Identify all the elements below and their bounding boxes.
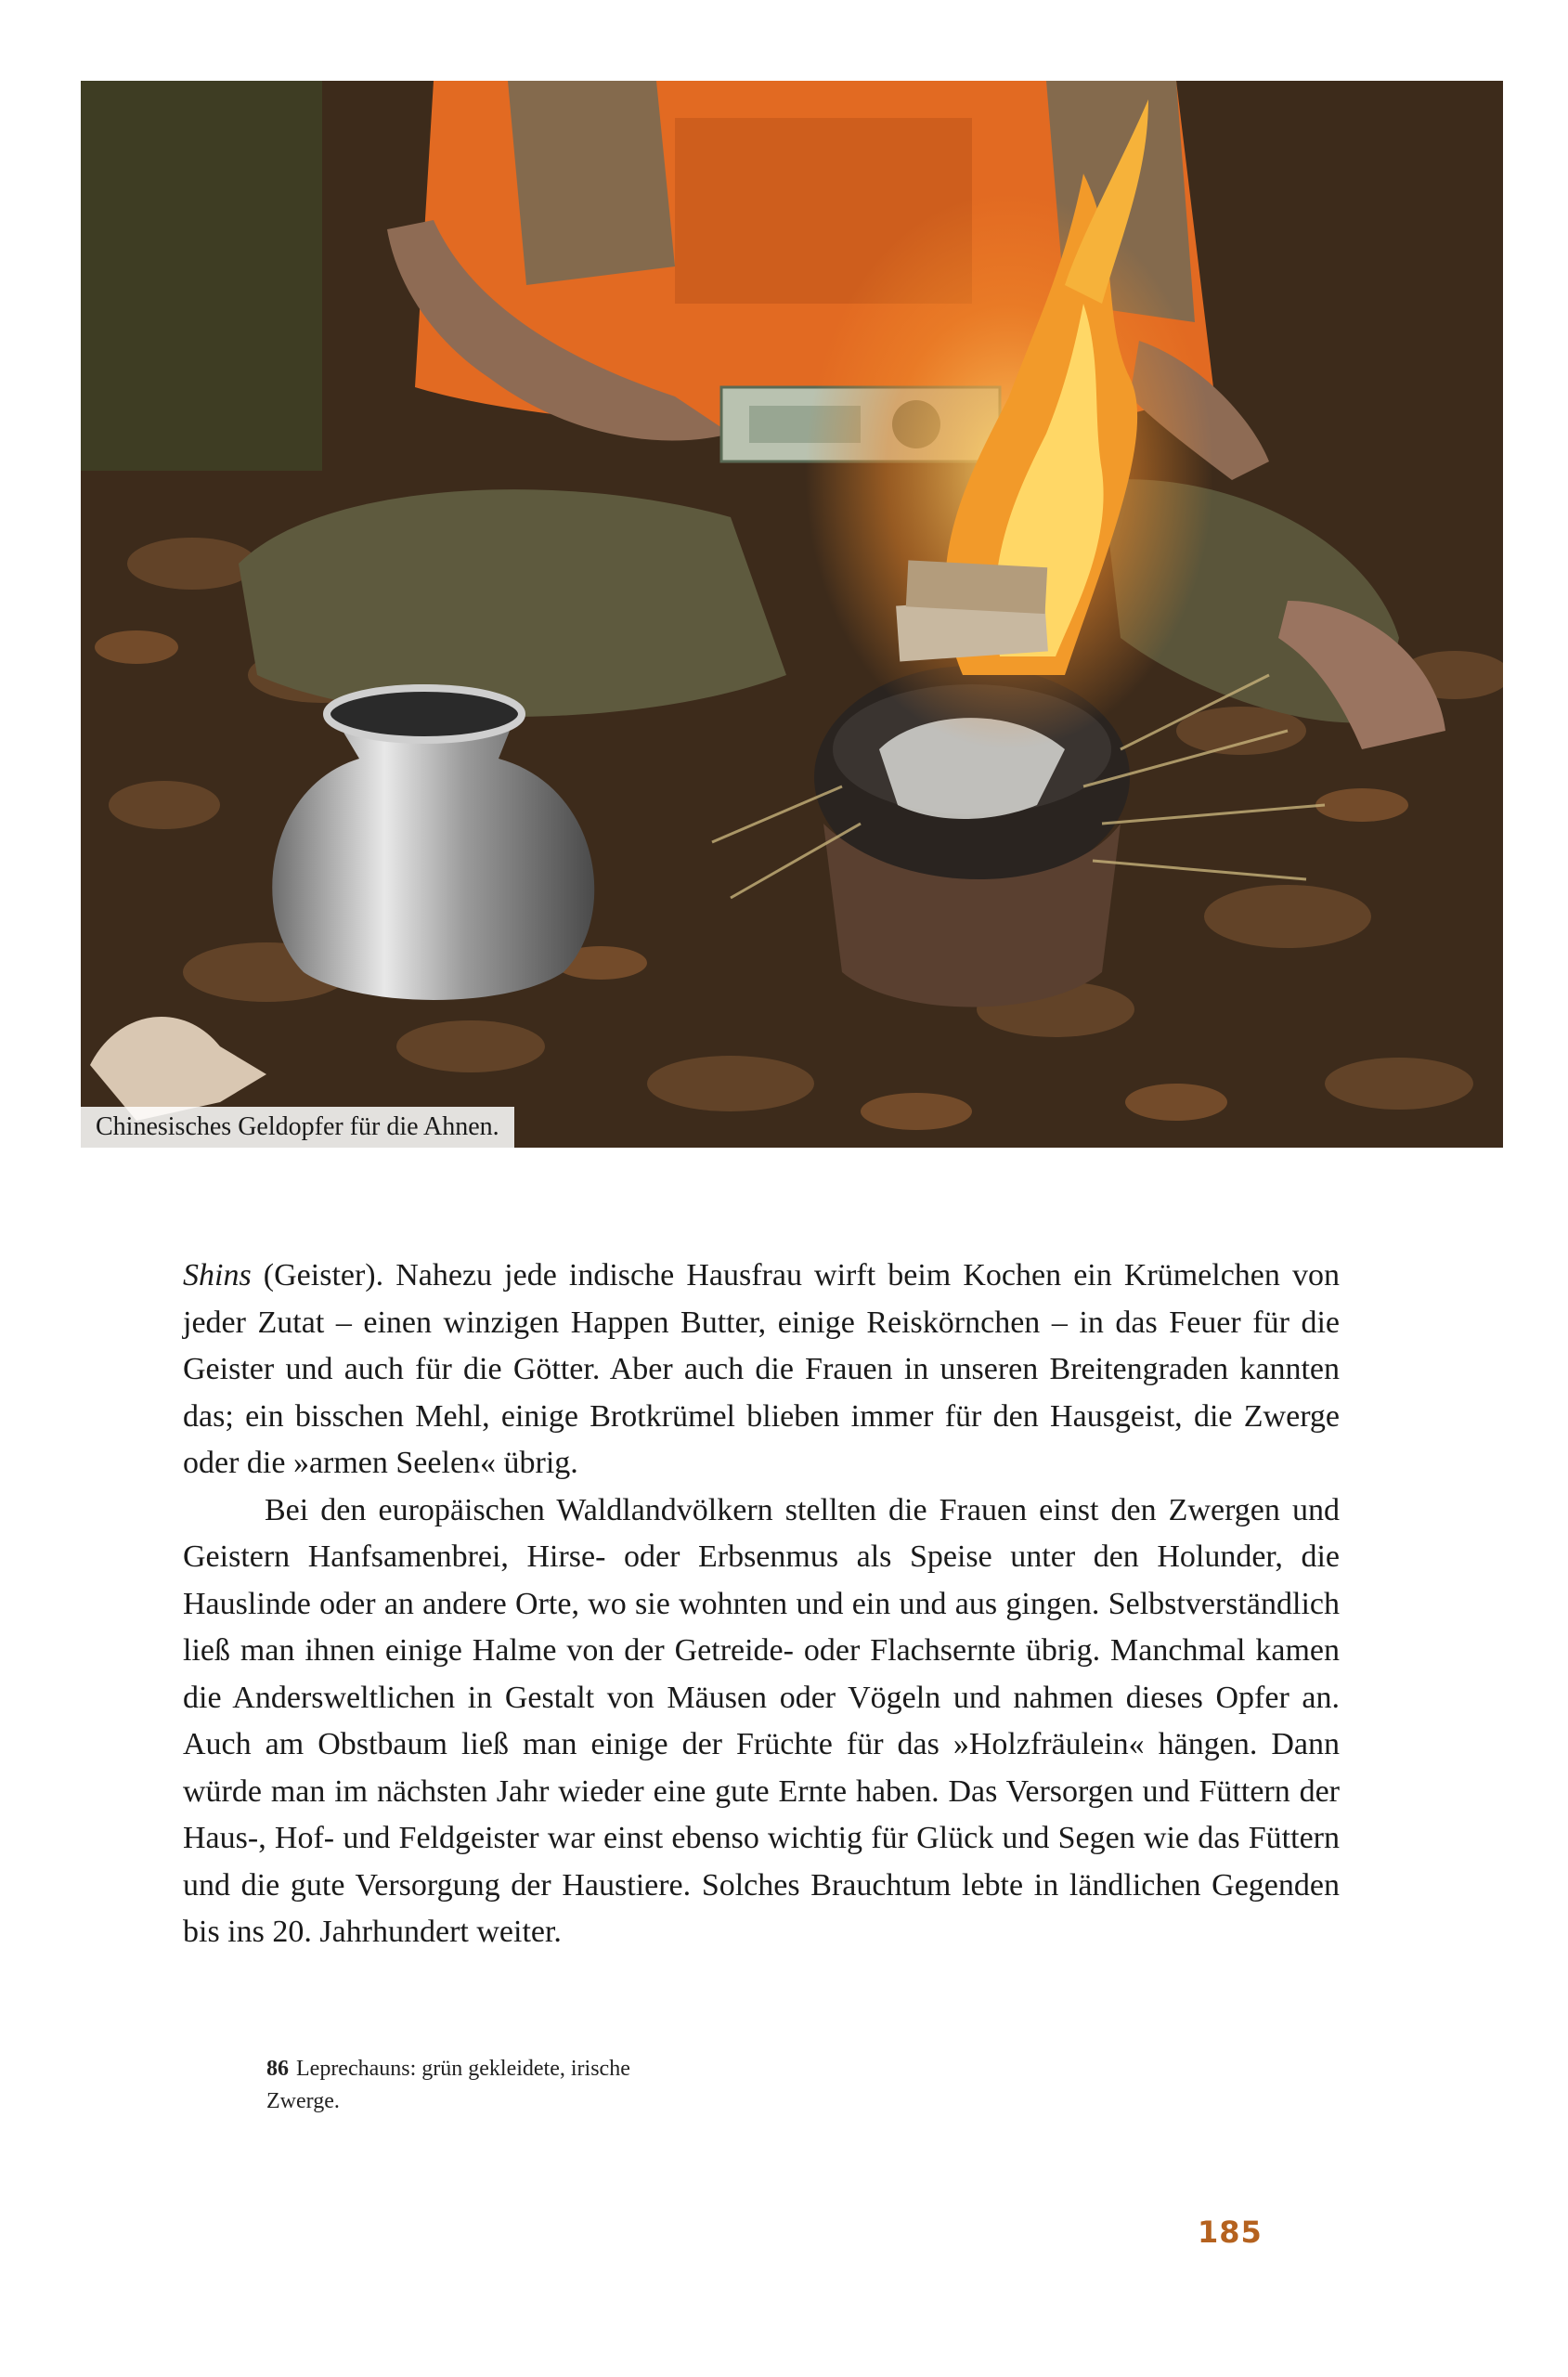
footnote-text: Leprechauns: grün gekleidete, irische Zwerge. <box>266 2057 630 2113</box>
paragraph-2: Bei den europäischen Waldlandvölkern stellten die Frauen einst den Zwergen und Geistern Hanfsamenbrei, Hirse- oder Erbsenmus als Speise unter den Holunder, die Hauslinde oder an andere Orte, wo sie wohnten und ein und aus gingen. Selbstverständlich ließ man ihnen einige Halme von der Getreide- oder Flachsernte übrig. Manchmal kamen die Andersweltlichen in Gestalt von Mäusen oder Vögeln und nahmen dieses Opfer an. Auch am Obstbaum ließ man einige der Früchte für das »Holzfräulein« hängen. Dann würde man im nächsten Jahr wieder eine gute Ernte haben. Das Versorgen und Füttern der Haus-, Hof- und Feldgeister war einst ebenso wichtig für Glück und Segen wie das Füttern und die gute Versorgung der Haustiere. Solches Brauchtum lebte in ländlichen Gegenden bis ins 20. Jahrhundert weiter. <box>183 1492 1340 1949</box>
paragraph-1 <box>183 1253 1340 1487</box>
body-text <box>183 1253 1340 1956</box>
footnote-number: 86 <box>266 2057 289 2081</box>
footnote <box>266 2053 693 2118</box>
paragraph-1-text: (Geister). Nahezu jede indische Hausfrau wirft beim Kochen ein Krümelchen von jeder Zutat – einen winzigen Happen Butter, einige Reiskörnchen – in das Feuer für die Geister und auch für die Götter. Aber auch die Frauen in unseren Breitengraden kannten das; ein bisschen Mehl, einige Brotkrümel blieben immer für den Hausgeist, die Zwerge oder die »armen Seelen« übrig. <box>183 1258 1340 1480</box>
photo-figure <box>81 81 1503 1148</box>
italic-term: Shins <box>183 1258 252 1292</box>
photo-caption: Chinesisches Geldopfer für die Ahnen. <box>81 1107 514 1148</box>
photo-illustration <box>81 81 1503 1148</box>
page-number: 185 <box>1198 2215 1263 2250</box>
